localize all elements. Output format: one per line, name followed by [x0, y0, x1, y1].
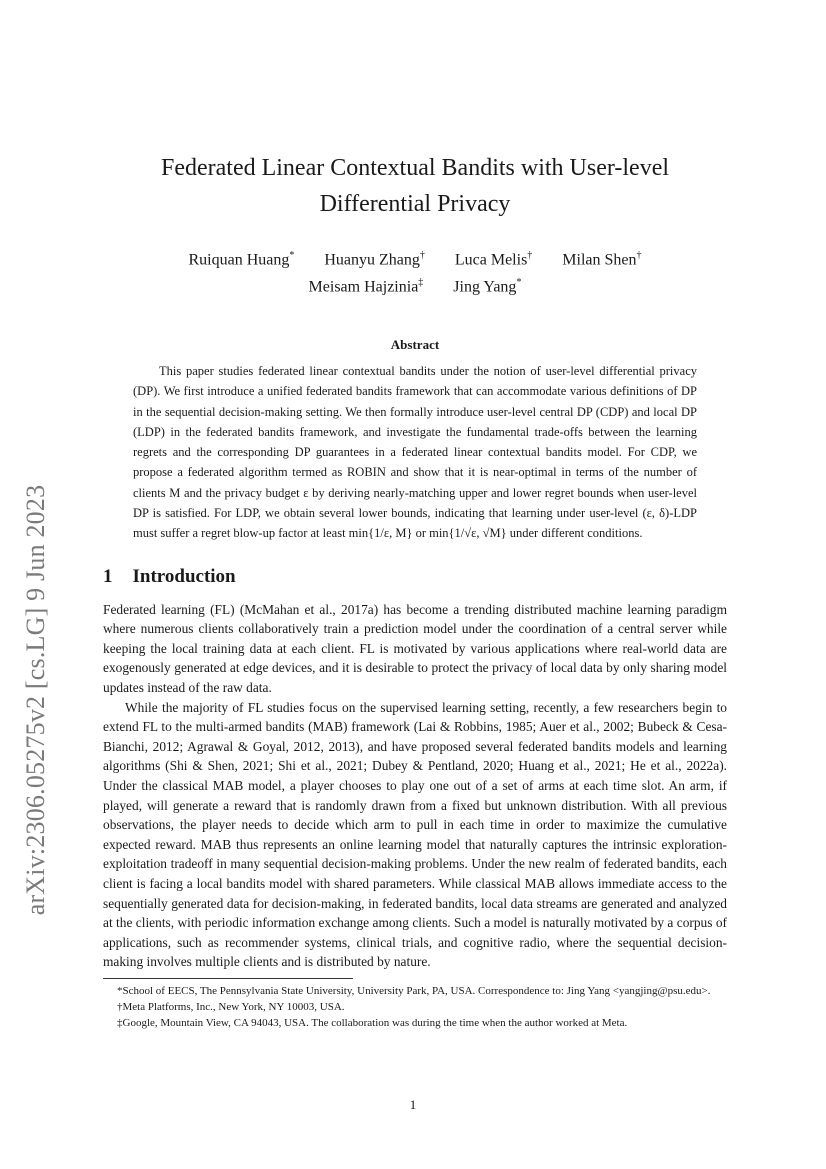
title-line-2: Differential Privacy [319, 191, 511, 217]
footnote: ‡Google, Mountain View, CA 94043, USA. The collaboration was during the time when the author worked at Meta. [117, 1016, 628, 1029]
page-number: 1 [409, 1097, 417, 1112]
author-list [103, 244, 727, 299]
abstract [133, 335, 697, 544]
paper-title [103, 150, 727, 222]
author: Milan Shen† [562, 250, 642, 269]
arxiv-watermark: arXiv:2306.05275v2 [cs.LG] 9 Jun 2023 [21, 484, 50, 916]
footnote-rule [103, 978, 353, 979]
author: Ruiquan Huang* [188, 250, 295, 269]
author: Meisam Hajzinia‡ [308, 277, 424, 296]
section-heading [103, 566, 727, 588]
paper-page [103, 150, 727, 1031]
author: Huanyu Zhang† [324, 250, 425, 269]
intro-paragraph-2: While the majority of FL studies focus on the supervised learning setting, recently, a few researchers begin to extend FL to the multi-armed bandits (MAB) framework (Lai & Robbins, 1985; Auer et al., 2002; Bubeck & Cesa-Bianchi, 2012; Agrawal & Goyal, 2012, 2013), and have proposed several federated bandits models and learning algorithms (Shi & Shen, 2021; Shi et al., 2021; Dubey & Pentland, 2020; Huang et al., 2021; He et al., 2022a). Under the classical MAB model, a player chooses to play one out of a set of arms at each time slot. An arm, if played, will generate a reward that is randomly drawn from a fixed but unknown distribution. With all previous observations, the player needs to decide which arm to pull in each time in order to maximize the cumulative expected reward. MAB thus represents an online learning model that naturally captures the intrinsic exploration-exploitation tradeoff in many sequential decision-making problems. Under the new realm of federated bandits, each client is facing a local bandits model with shared parameters. While classical MAB allows immediate access to the sequentially generated data for decision-making, in federated bandits, local data streams are generated and analyzed at the clients, with periodic information exchange among clients. Such a model is naturally motivated by a corpus of applications, such as recommender systems, clinical trials, and cognitive radio, where the sequential decision-making involves multiple clients and is distributed by nature. [103, 699, 727, 970]
footnotes [103, 978, 727, 1031]
title-line-1: Federated Linear Contextual Bandits with User-level [160, 155, 670, 181]
section-title: Introduction [132, 565, 236, 587]
abstract-body: This paper studies federated linear contextual bandits under the notion of user-level differential privacy (DP). We first introduce a unified federated bandits framework that can accommodate various definitions of DP in the sequential decision-making setting. We then formally introduce user-level central DP (CDP) and local DP (LDP) in the federated bandits framework, and investigate the fundamental trade-offs between the learning regrets and the corresponding DP guarantees in a federated linear contextual bandits model. For CDP, we propose a federated algorithm termed as ROBIN and show that it is near-optimal in terms of the number of clients M and the privacy budget ε by deriving nearly-matching upper and lower regret bounds when user-level DP is satisfied. For LDP, we obtain several lower bounds, indicating that learning under user-level (ε, δ)-LDP must suffer a regret blow-up factor at least min{1/ε, M} or min{1/√ε, √M} under different conditions. [133, 363, 697, 541]
author: Jing Yang* [453, 277, 522, 296]
footnote: *School of EECS, The Pennsylvania State University, University Park, PA, USA. Correspondence to: Jing Yang <yangjing@psu.edu>. [117, 984, 711, 997]
footnote: †Meta Platforms, Inc., New York, NY 10003, USA. [117, 1000, 345, 1013]
author: Luca Melis† [454, 250, 533, 269]
intro-paragraph-1: Federated learning (FL) (McMahan et al., 2017a) has become a trending distributed machine learning paradigm where numerous clients collaboratively train a prediction model under the coordination of a central server while keeping the local training data at each client. FL is motivated by various applications where real-world data are exogenously generated at edge devices, and it is desirable to protect the privacy of local data by only sharing model updates instead of the raw data. [103, 601, 727, 695]
abstract-heading: Abstract [390, 336, 440, 352]
section-number: 1 [103, 565, 113, 587]
